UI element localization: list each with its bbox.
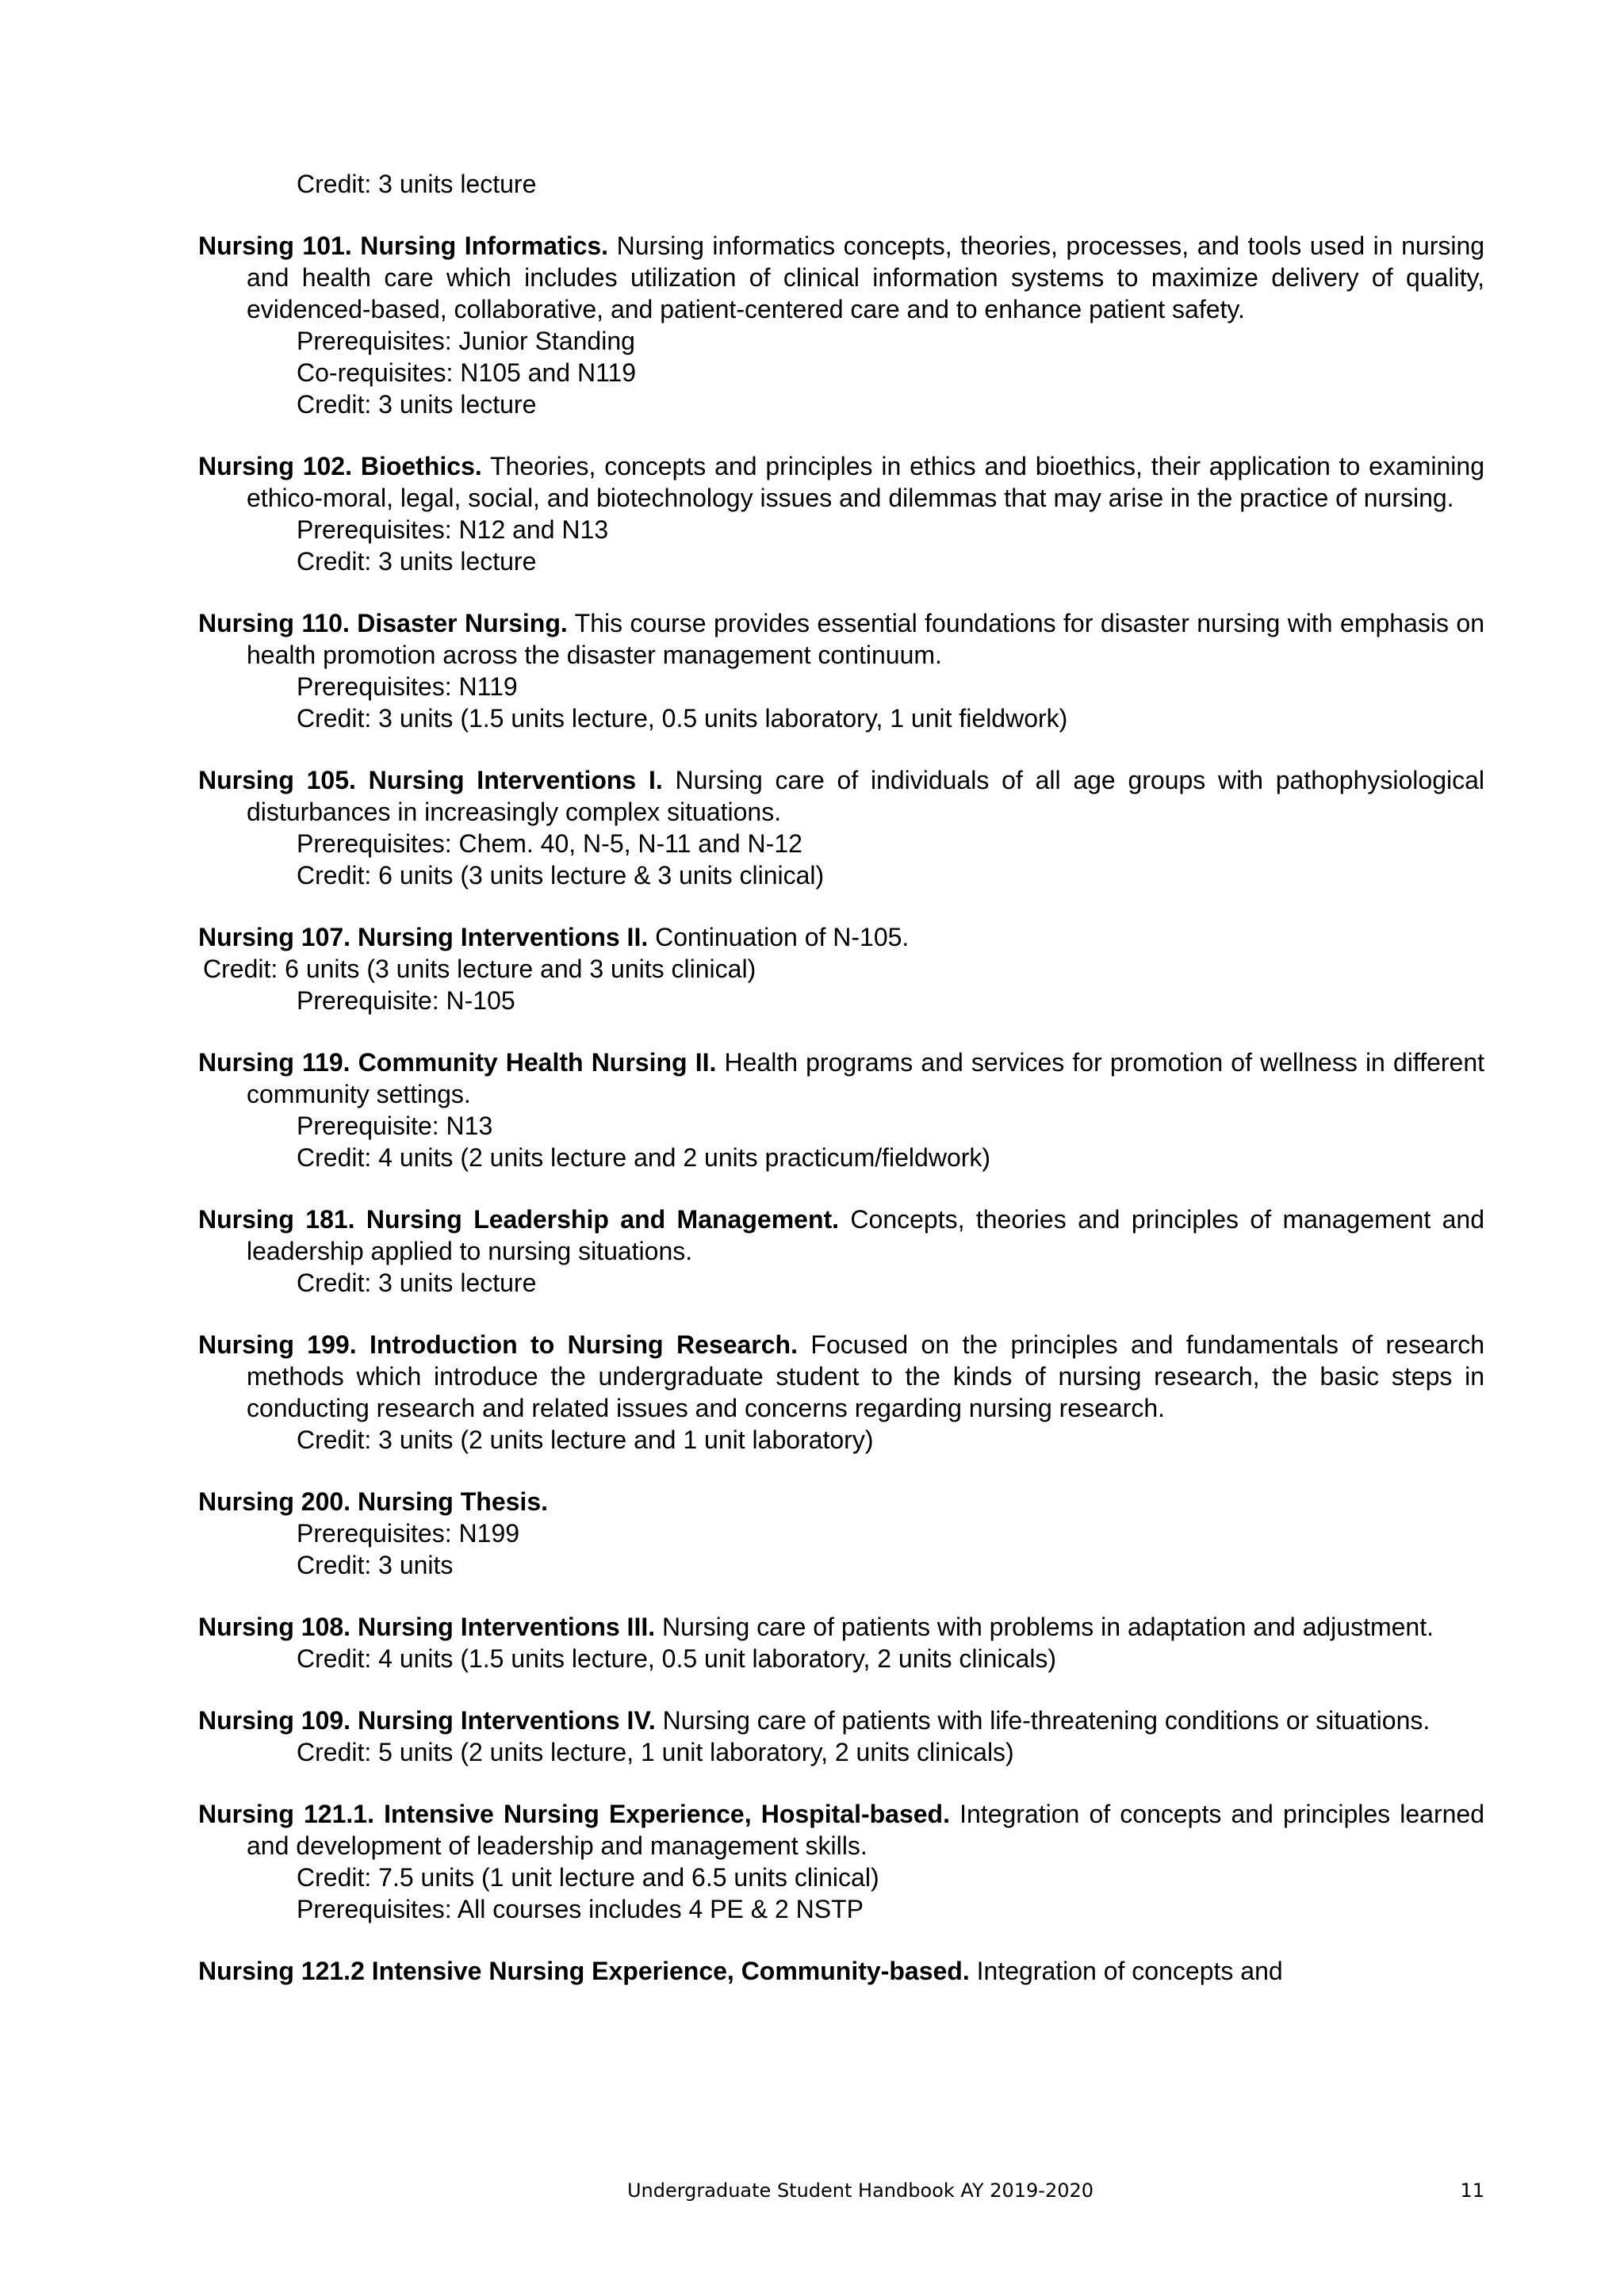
course-title: Nursing Leadership and Management. — [366, 1205, 840, 1234]
course-code: Nursing 110. — [198, 609, 350, 637]
course-description: Health programs and services for promotion of wellness in different community settings. — [247, 1048, 1485, 1108]
course-code: Nursing 200. — [198, 1487, 351, 1516]
course-title: Intensive Nursing Experience, Community-based. — [371, 1957, 970, 1985]
course-code: Nursing 108. — [198, 1613, 351, 1641]
course-description: This course provides essential foundations for disaster nursing with emphasis on health promotion across the disaster management continuum. — [247, 609, 1485, 669]
course-credit: Credit: 3 units lecture — [297, 390, 537, 419]
course-credit: Credit: 3 units (2 units lecture and 1 unit laboratory) — [297, 1425, 874, 1454]
course-entry — [198, 764, 1484, 891]
course-heading — [198, 764, 1484, 828]
course-code: Nursing 102. — [198, 452, 352, 480]
course-code: Nursing 109. — [198, 1706, 351, 1735]
course-credit: Credit: 3 units (1.5 units lecture, 0.5 units laboratory, 1 unit fieldwork) — [297, 704, 1068, 733]
course-code: Nursing 199. — [198, 1330, 357, 1359]
course-description: Integration of concepts and — [976, 1957, 1283, 1985]
course-entry — [198, 1329, 1484, 1456]
course-credit: Credit: 7.5 units (1 unit lecture and 6.5 units clinical) — [297, 1863, 879, 1892]
course-description: Nursing care of individuals of all age groups with pathophysiological disturbances in increasingly complex situations. — [247, 766, 1485, 826]
course-code: Nursing 101. — [198, 232, 352, 260]
footer-title: Undergraduate Student Handbook AY 2019-2020 — [626, 2179, 1094, 2202]
course-description: Continuation of N-105. — [655, 923, 910, 951]
course-prerequisites: Prerequisites: All courses includes 4 PE & 2 NSTP — [297, 1895, 864, 1923]
page-number: 11 — [1460, 2179, 1484, 2202]
course-title: Nursing Interventions I. — [368, 766, 663, 794]
course-credit: Credit: 4 units (1.5 units lecture, 0.5 unit laboratory, 2 units clinicals) — [297, 1644, 1057, 1673]
course-entry — [198, 607, 1484, 734]
course-description: Nursing informatics concepts, theories, processes, and tools used in nursing and health care which includes utilization of clinical information systems to maximize delivery of quality, evidenced-based, collaborative, and patient-centered care and to enhance patient safety. — [247, 232, 1485, 323]
course-entry — [198, 1486, 1484, 1581]
course-description: Nursing care of patients with life-threatening conditions or situations. — [662, 1706, 1431, 1735]
course-entry — [198, 1798, 1484, 1925]
course-heading — [198, 921, 1484, 953]
course-prerequisites: Prerequisites: N12 and N13 — [297, 515, 609, 544]
course-entry — [198, 450, 1484, 577]
course-heading — [198, 1955, 1484, 1987]
course-prerequisites: Prerequisites: Junior Standing — [297, 327, 635, 355]
course-description: Focused on the principles and fundamentals of research methods which introduce the undergraduate student to the kinds of nursing research, the basic steps in conducting research and related issues and concerns regarding nursing research. — [247, 1330, 1485, 1422]
course-title: Nursing Interventions IV. — [357, 1706, 656, 1735]
course-title: Nursing Informatics. — [360, 232, 609, 260]
lead-credit-line: Credit: 3 units lecture — [297, 170, 537, 198]
course-credit: Credit: 3 units lecture — [297, 1269, 537, 1297]
course-code: Nursing 121.2 — [198, 1957, 365, 1985]
course-heading — [198, 1203, 1484, 1267]
course-corequisites: Co-requisites: N105 and N119 — [297, 358, 637, 387]
course-description: Nursing care of patients with problems in adaptation and adjustment. — [662, 1613, 1434, 1641]
course-list — [198, 230, 1484, 1987]
handbook-page — [198, 168, 1484, 1987]
course-heading — [198, 230, 1484, 325]
course-heading — [198, 1047, 1484, 1110]
course-prerequisites: Prerequisite: N13 — [297, 1112, 493, 1140]
course-credit: Credit: 6 units (3 units lecture and 3 units clinical) — [203, 955, 756, 983]
course-title: Intensive Nursing Experience, Hospital-based. — [384, 1800, 950, 1828]
course-code: Nursing 105. — [198, 766, 356, 794]
course-entry — [198, 1611, 1484, 1674]
course-title: Disaster Nursing. — [357, 609, 568, 637]
course-prerequisites: Prerequisites: N199 — [297, 1519, 520, 1548]
course-heading — [198, 607, 1484, 671]
course-credit: Credit: 4 units (2 units lecture and 2 units practicum/fieldwork) — [297, 1143, 991, 1172]
course-entry — [198, 1047, 1484, 1173]
course-description: Integration of concepts and principles learned and development of leadership and management skills. — [247, 1800, 1485, 1860]
course-prerequisites: Prerequisites: Chem. 40, N-5, N-11 and N-12 — [297, 829, 802, 858]
course-entry — [198, 1203, 1484, 1299]
course-description: Concepts, theories and principles of management and leadership applied to nursing situations. — [247, 1205, 1484, 1265]
course-heading — [198, 1798, 1484, 1862]
course-entry — [198, 230, 1484, 420]
course-credit: Credit: 6 units (3 units lecture & 3 units clinical) — [297, 861, 825, 890]
course-code: Nursing 121.1. — [198, 1800, 374, 1828]
course-heading — [198, 1705, 1484, 1736]
course-code: Nursing 181. — [198, 1205, 355, 1234]
course-title: Nursing Interventions III. — [357, 1613, 656, 1641]
course-description: Theories, concepts and principles in ethics and bioethics, their application to examining ethico-moral, legal, social, and biotechnology issues and dilemmas that may arise in the practice of nursing. — [247, 452, 1485, 512]
course-prerequisites: Prerequisite: N-105 — [297, 986, 515, 1015]
course-code: Nursing 119. — [198, 1048, 350, 1077]
course-credit: Credit: 5 units (2 units lecture, 1 unit laboratory, 2 units clinicals) — [297, 1738, 1014, 1766]
course-prerequisites: Prerequisites: N119 — [297, 672, 518, 701]
course-heading — [198, 1329, 1484, 1424]
page-footer — [198, 2175, 1484, 2206]
course-entry — [198, 921, 1484, 1016]
course-title: Community Health Nursing II. — [358, 1048, 717, 1077]
course-entry — [198, 1955, 1484, 1987]
course-credit: Credit: 3 units — [297, 1551, 454, 1579]
course-credit: Credit: 3 units lecture — [297, 547, 537, 576]
course-entry — [198, 1705, 1484, 1768]
course-title: Nursing Thesis. — [357, 1487, 548, 1516]
course-code: Nursing 107. — [198, 923, 351, 951]
course-title: Bioethics. — [360, 452, 482, 480]
course-title: Nursing Interventions II. — [357, 923, 649, 951]
course-heading — [198, 1611, 1484, 1643]
course-heading — [198, 1486, 1484, 1517]
course-heading — [198, 450, 1484, 514]
course-title: Introduction to Nursing Research. — [370, 1330, 798, 1359]
